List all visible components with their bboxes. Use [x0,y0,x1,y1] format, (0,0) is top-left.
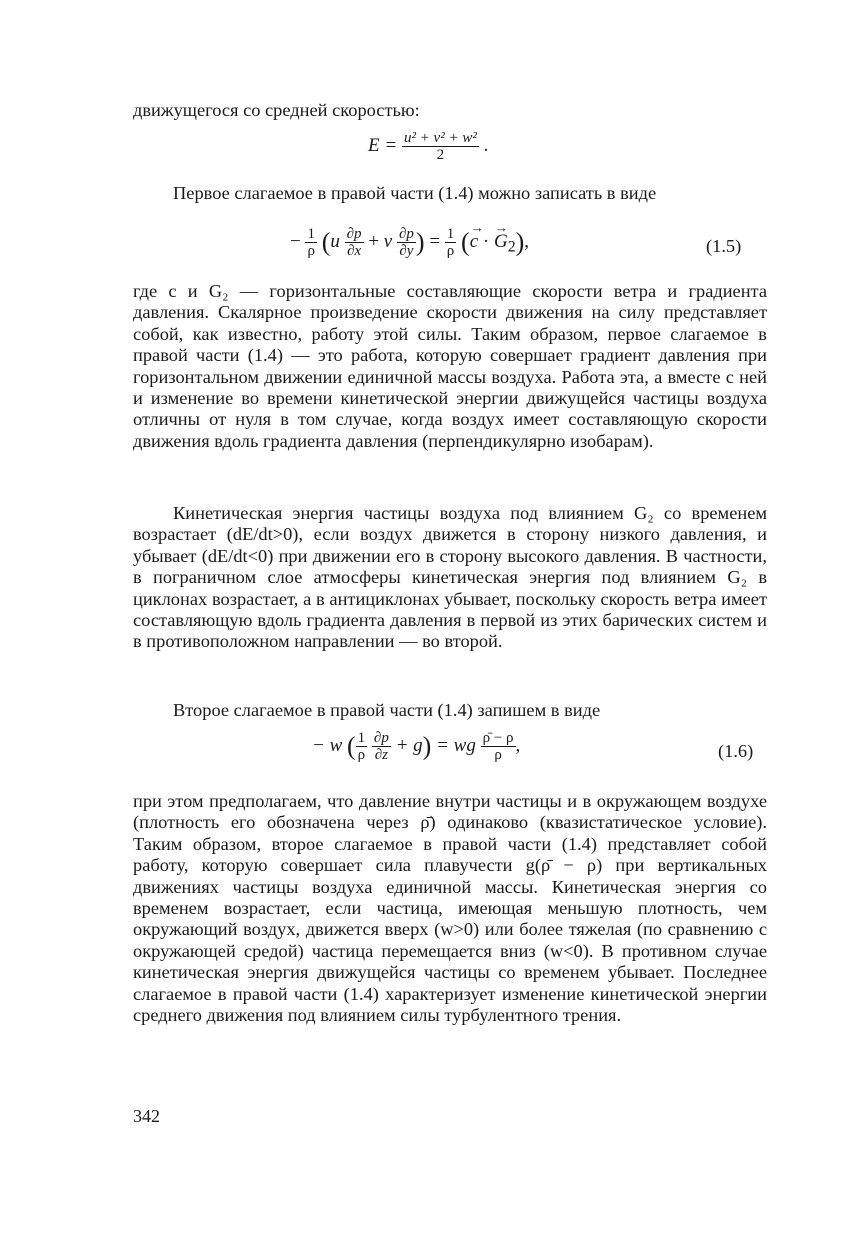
eq16-dp: ∂p [373,730,389,746]
paragraph-3: Кинетическая энергия частицы воздуха под влиянием G₂ со временем возрастает (dE/dt>0), если воздух движется в сторону низкого давления, и убывает (dE/dt<0) при движении его в сторону высокого давления. В частности, в пограничном слое атмосферы кинетическая энергия под влиянием G₂ в циклонах возрастает, а в антициклонах убывает, поскольку скорость ветра имеет составляющую вдоль градиента давления в первой из этих барических систем и в противоположном направлении — во второй. [133,503,767,652]
eq15-plus: + [368,230,380,252]
eq-energy-denominator: 2 [436,147,445,163]
eq15-one: 1 [307,226,315,242]
eq15-u: u [330,230,340,252]
eq16-frac-dpdz [372,730,391,763]
eq16-rhs: = wg [436,734,476,756]
eq15-frac-dpdx [345,226,364,259]
eq16-one: 1 [357,730,366,746]
eq15-c-vector: → c [470,231,478,253]
eq15-dp2: ∂p [398,226,414,242]
eq15-frac-dpdy [397,226,416,259]
eq15-v: v [383,230,393,252]
eq16-numerator: ρ̄ − ρ [482,730,514,746]
eq15-rho: ρ [307,243,315,259]
eq15-equals: = [429,230,441,252]
eq15-one-b: 1 [446,226,455,242]
paragraph-5: при этом предполагаем, что давление внутри частицы и в окружающем воздухе (плотность его обозначена через ρ̄) одинаково (квазистатическое условие). Таким образом, второе слагаемое в правой части (1.4) представляет собой работу, которую совершает сила плавучести g(ρ̄ − ρ) при вертикальных движениях частицы воздуха единичной массы. Кинетическая энергия со временем возрастает, если частица, имеющая меньшую плотность, чем окружающий воздух, движется вверх (w>0) или более тяжелая (по сравнению с окружающей средой) частица перемещается вниз (w<0). В противном случае кинетическая энергия движущейся частицы со временем убывает. Последнее слагаемое в правой части (1.4) характеризует изменение кинетической энергии среднего движения под влиянием силы турбулентного трения. [133,791,767,1026]
eq15-dp1: ∂p [346,226,362,242]
eq16-comma: , [515,734,521,756]
eq16-frac-density [481,730,516,763]
eq15-frac-1-rho-b [445,226,457,259]
equation-number-1-5: (1.5) [706,236,742,256]
paragraph-2: где c и G₂ — горизонтальные составляющие скорости ветра и градиента давления. Скалярное произведение скорости движения на силу представляет собой, как известно, работу этой силы. Таким образом, первое слагаемое в правой части (1.4) — это работа, которую совершает градиент давления при горизонтальном движении единичной массы воздуха. Работа эта, а вместе с ней и изменение во времени кинетической энергии движущейся частицы воздуха отличны от нуля в том случае, когда воздух имеет составляющую скорости движения вдоль градиента давления (перпендикулярно изобарам). [133,281,767,451]
eq-energy-tail: . [483,134,489,156]
eq16-lhs: − w [312,734,343,756]
eq16-denominator: ρ [494,747,502,763]
eq15-dy: ∂y [399,243,414,259]
eq15-rho-b: ρ [446,243,455,259]
eq15-dx: ∂x [347,243,362,259]
eq15-dot: · [482,230,490,252]
equation-number-1-6: (1.6) [718,741,754,761]
intro-line: движущегося со средней скоростью: [133,100,420,120]
eq15-G-sub: 2 [507,238,516,256]
eq-energy-lhs: E = [368,134,398,156]
equation-energy [368,130,488,163]
eq16-plus-g: + g [395,734,423,756]
equation-1-5: − $\frac{1}{\rho}$ (u $\frac{\partial p}{\partial x}$ + v $\frac{\partial p}{\partial y}$ ) = $\frac{1}{\rho}$ (→ c · → $G_2$), [290,226,529,259]
eq-energy-numerator: u² + v² + w² [403,130,477,146]
eq15-minus: − [290,230,301,252]
paragraph-1: Первое слагаемое в правой части (1.4) можно записать в виде [173,183,657,203]
eq-energy-fraction [402,130,479,163]
eq16-frac-1-rho [356,730,368,763]
eq15-comma: , [524,230,530,252]
eq16-dz: ∂z [374,747,388,763]
page-number: 342 [133,1106,160,1126]
paragraph-4: Второе слагаемое в правой части (1.4) запишем в виде [173,700,601,720]
eq15-frac-1-rho [305,226,317,259]
eq16-rho: ρ [357,747,366,763]
eq15-G-vector: → G [494,231,508,253]
equation-1-6: − w ( $\frac{1}{\rho}$ $\frac{\partial p}{\partial z}$ + g) = wg $\frac{\rhō - \rho}{\rho}$ , [312,730,521,763]
